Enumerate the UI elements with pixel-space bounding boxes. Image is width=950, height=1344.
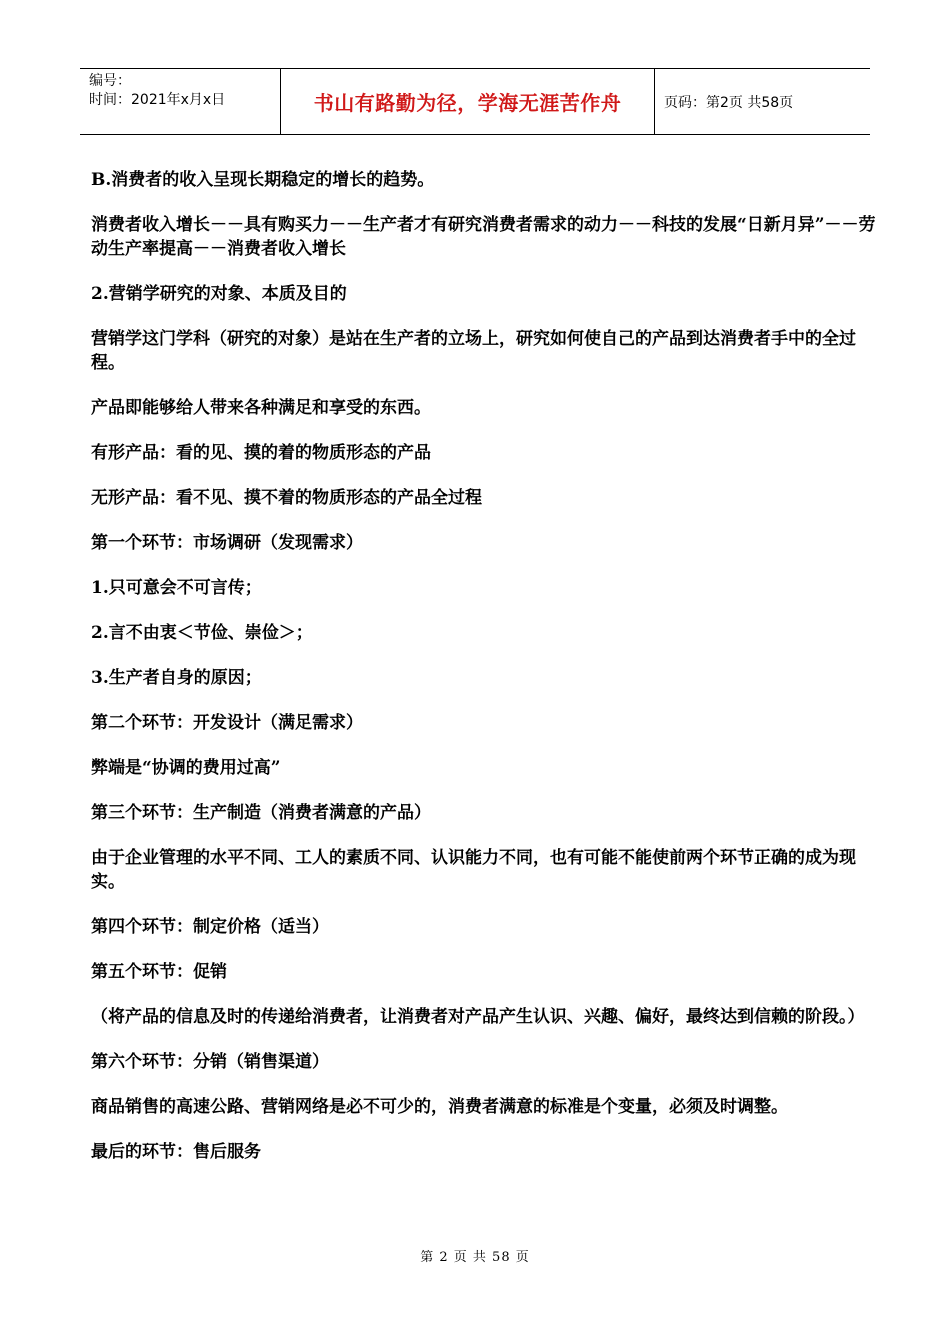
document-body xyxy=(91,168,881,1185)
doc-number-label: 编号： xyxy=(89,73,131,89)
paragraph: 无形产品：看不见、摸不着的物质形态的产品全过程 xyxy=(91,488,482,508)
paragraph: 2.营销学研究的对象、本质及目的 xyxy=(91,284,347,304)
paragraph: 3.生产者自身的原因； xyxy=(91,668,262,688)
paragraph: 最后的环节：售后服务 xyxy=(91,1142,261,1162)
paragraph: 1.只可意会不可言传； xyxy=(91,578,262,598)
paragraph: 第二个环节：开发设计（满足需求） xyxy=(91,713,363,733)
paragraph: 消费者收入增长－－具有购买力－－生产者才有研究消费者需求的动力－－科技的发展“日新月异”－－劳动生产率提高－－消费者收入增长 xyxy=(91,215,876,259)
doc-date-label: 时间：2021年x月x日 xyxy=(89,92,226,108)
page-header xyxy=(80,68,870,135)
header-motto: 书山有路勤为径，学海无涯苦作舟 xyxy=(281,69,655,134)
paragraph: 2.言不由衷＜节俭、崇俭＞； xyxy=(91,623,313,643)
header-page-info: 页码：第2页 共58页 xyxy=(664,94,794,111)
paragraph: 有形产品：看的见、摸的着的物质形态的产品 xyxy=(91,443,431,463)
paragraph: 弊端是“协调的费用过高” xyxy=(91,758,281,778)
paragraph: （将产品的信息及时的传递给消费者，让消费者对产品产生认识、兴趣、偏好，最终达到信赖的阶段。） xyxy=(91,1007,865,1027)
paragraph: 由于企业管理的水平不同、工人的素质不同、认识能力不同，也有可能不能使前两个环节正确的成为现实。 xyxy=(91,848,856,892)
paragraph: 第四个环节：制定价格（适当） xyxy=(91,917,329,937)
paragraph: 第五个环节：促销 xyxy=(91,962,227,982)
paragraph: B.消费者的收入呈现长期稳定的增长的趋势。 xyxy=(91,170,435,190)
paragraph: 营销学这门学科（研究的对象）是站在生产者的立场上，研究如何使自己的产品到达消费者手中的全过程。 xyxy=(91,329,856,373)
header-meta xyxy=(80,69,281,134)
paragraph: 商品销售的高速公路、营销网络是必不可少的，消费者满意的标准是个变量，必须及时调整。 xyxy=(91,1097,788,1117)
paragraph: 产品即能够给人带来各种满足和享受的东西。 xyxy=(91,398,431,418)
paragraph: 第一个环节：市场调研（发现需求） xyxy=(91,533,363,553)
paragraph: 第六个环节：分销（销售渠道） xyxy=(91,1052,329,1072)
page-footer: 第 2 页 共 58 页 xyxy=(420,1250,530,1265)
paragraph: 第三个环节：生产制造（消费者满意的产品） xyxy=(91,803,431,823)
